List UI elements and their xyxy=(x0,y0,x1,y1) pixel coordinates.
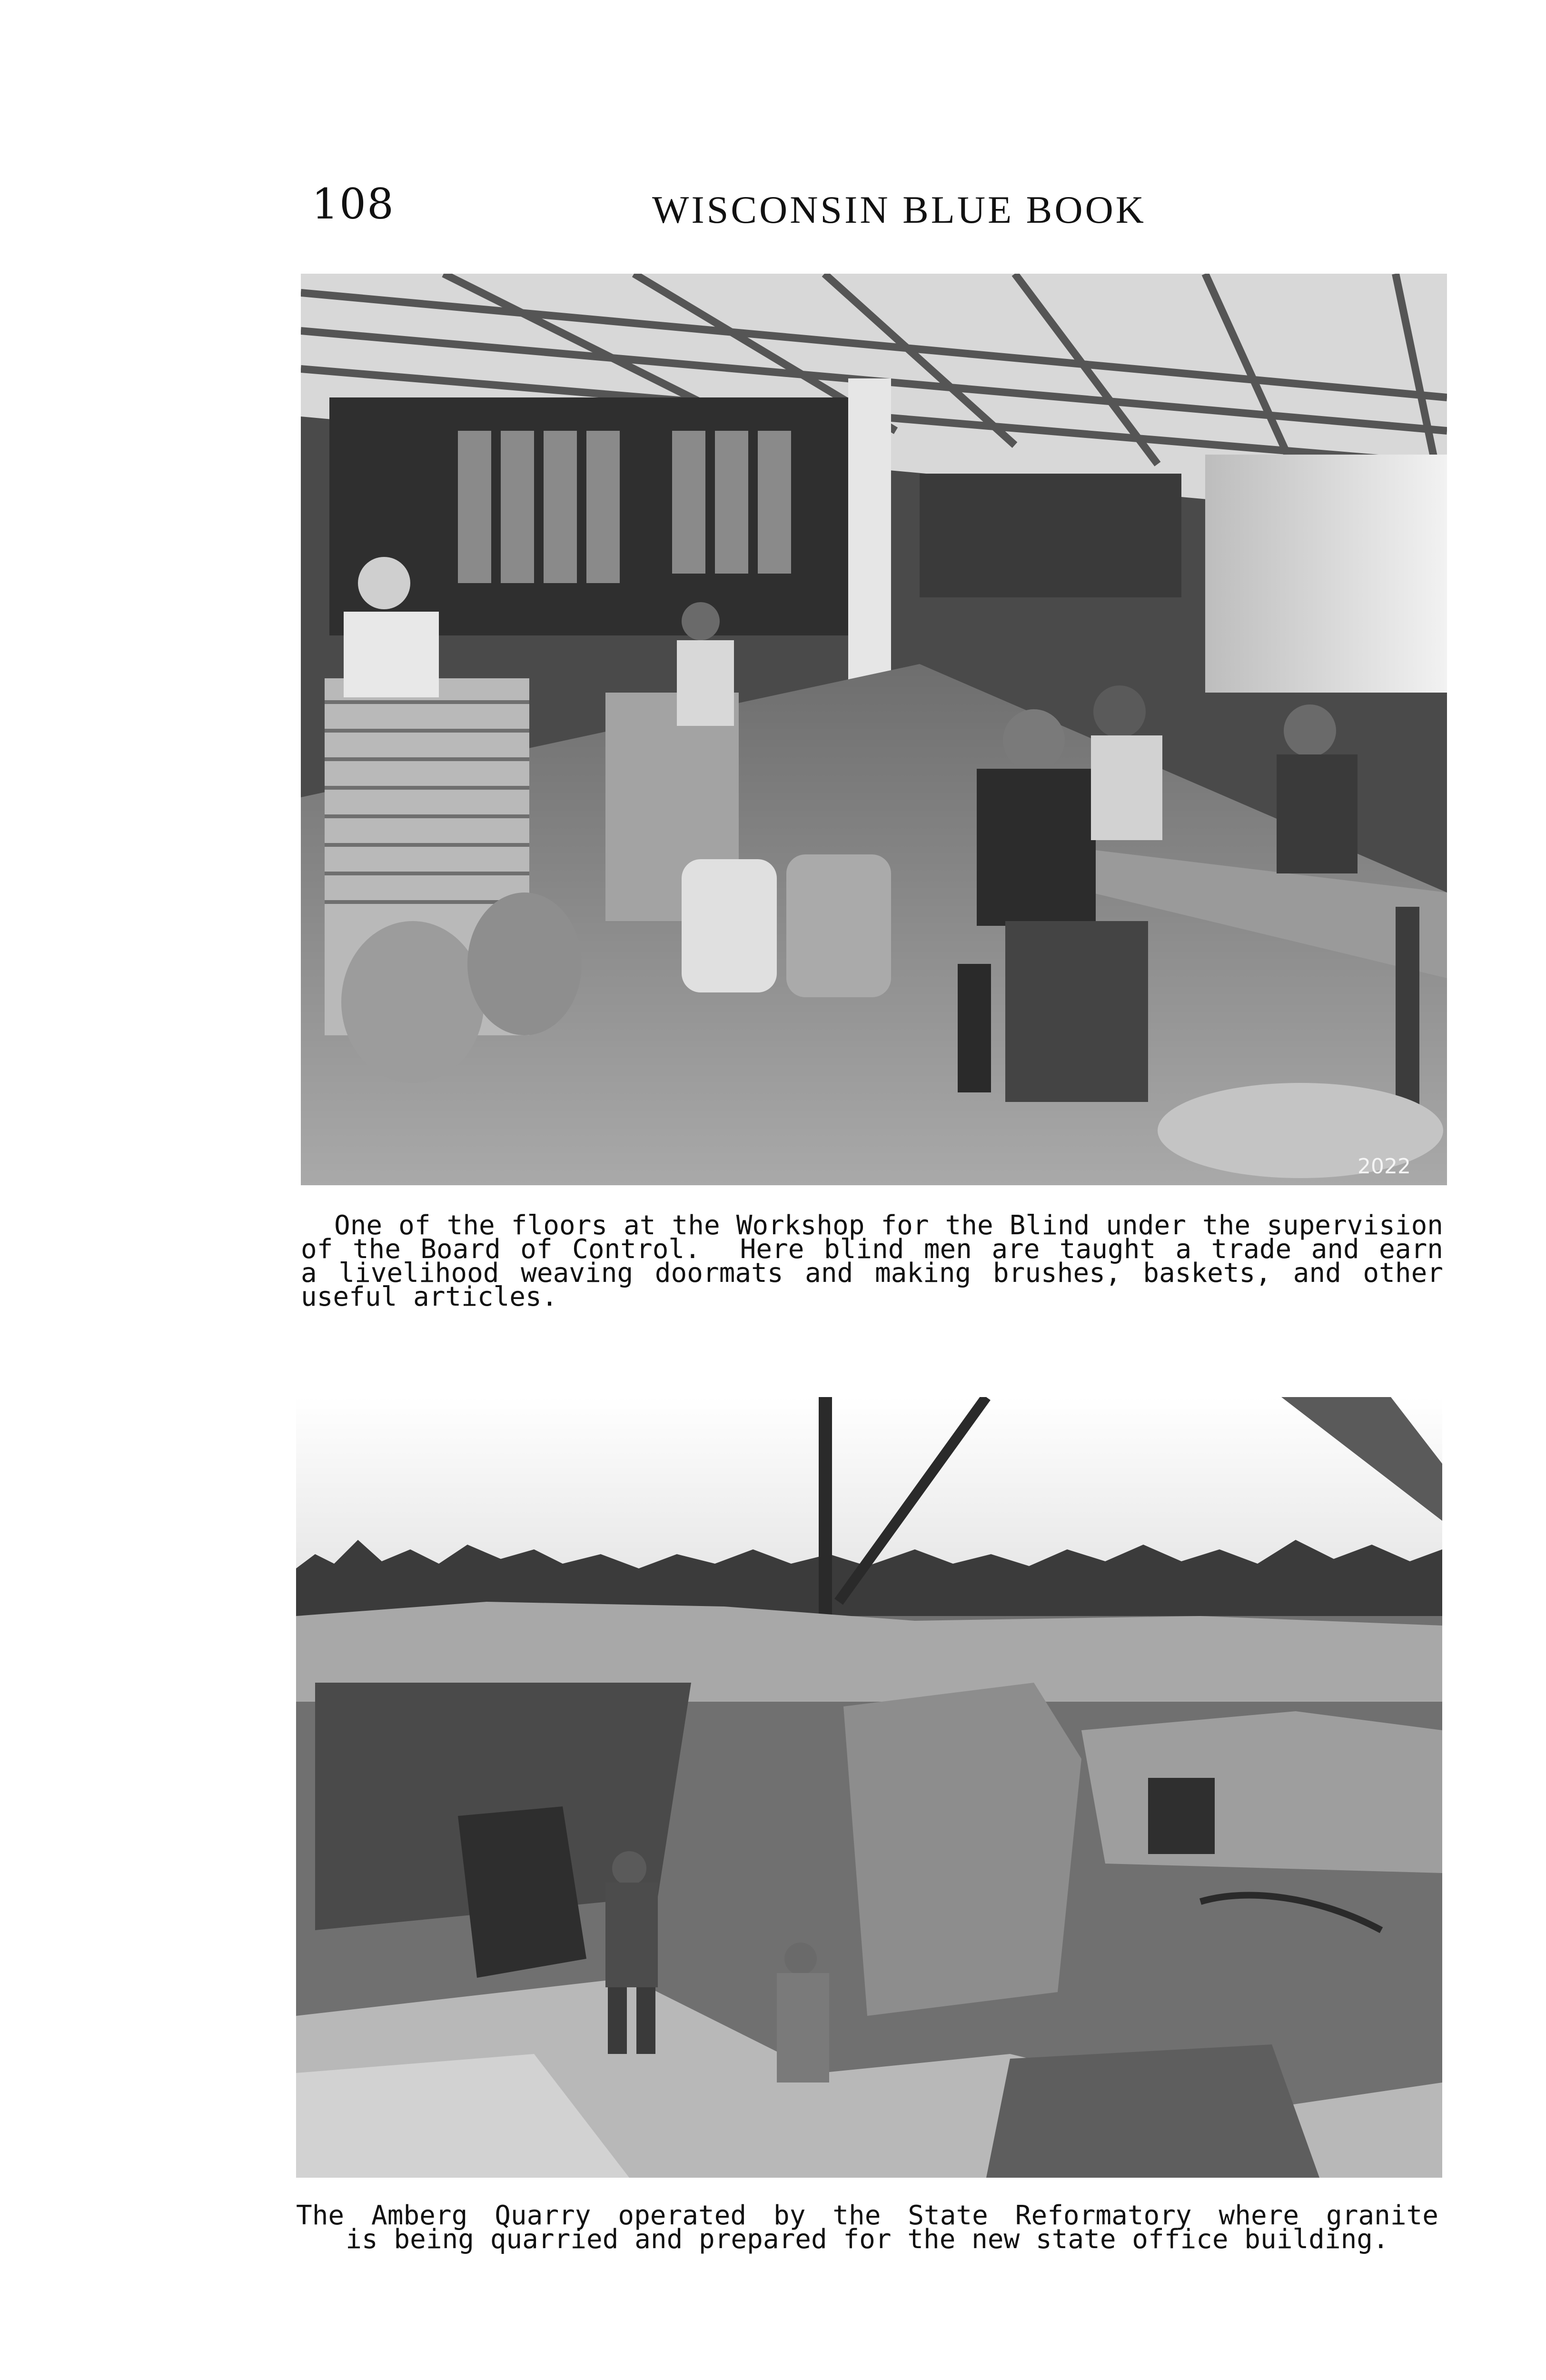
quarry-photo-drawing xyxy=(296,1397,1442,2178)
quarry-photo xyxy=(296,1397,1442,2178)
caption-line: a livelihood weaving doormats and making brushes, baskets, and other xyxy=(301,1258,1443,1289)
workshop-photo xyxy=(301,274,1447,1185)
workshop-photo-drawing xyxy=(301,274,1447,1185)
page-number: 108 xyxy=(312,179,395,228)
caption-line: The Amberg Quarry operated by the State Reformatory where granite xyxy=(296,2200,1438,2231)
running-head: WISCONSIN BLUE BOOK xyxy=(652,188,1146,231)
workshop-caption xyxy=(301,1210,1443,1312)
caption-line: One of the floors at the Workshop for the Blind under the supervision xyxy=(334,1210,1443,1241)
caption-line: of the Board of Control. Here blind men are taught a trade and earn xyxy=(301,1234,1443,1265)
photo-plate-number: 2022 xyxy=(1358,1154,1411,1179)
caption-line: is being quarried and prepared for the new state office building. xyxy=(346,2224,1389,2255)
quarry-caption xyxy=(296,2200,1438,2255)
caption-line: useful articles. xyxy=(301,1281,558,1312)
